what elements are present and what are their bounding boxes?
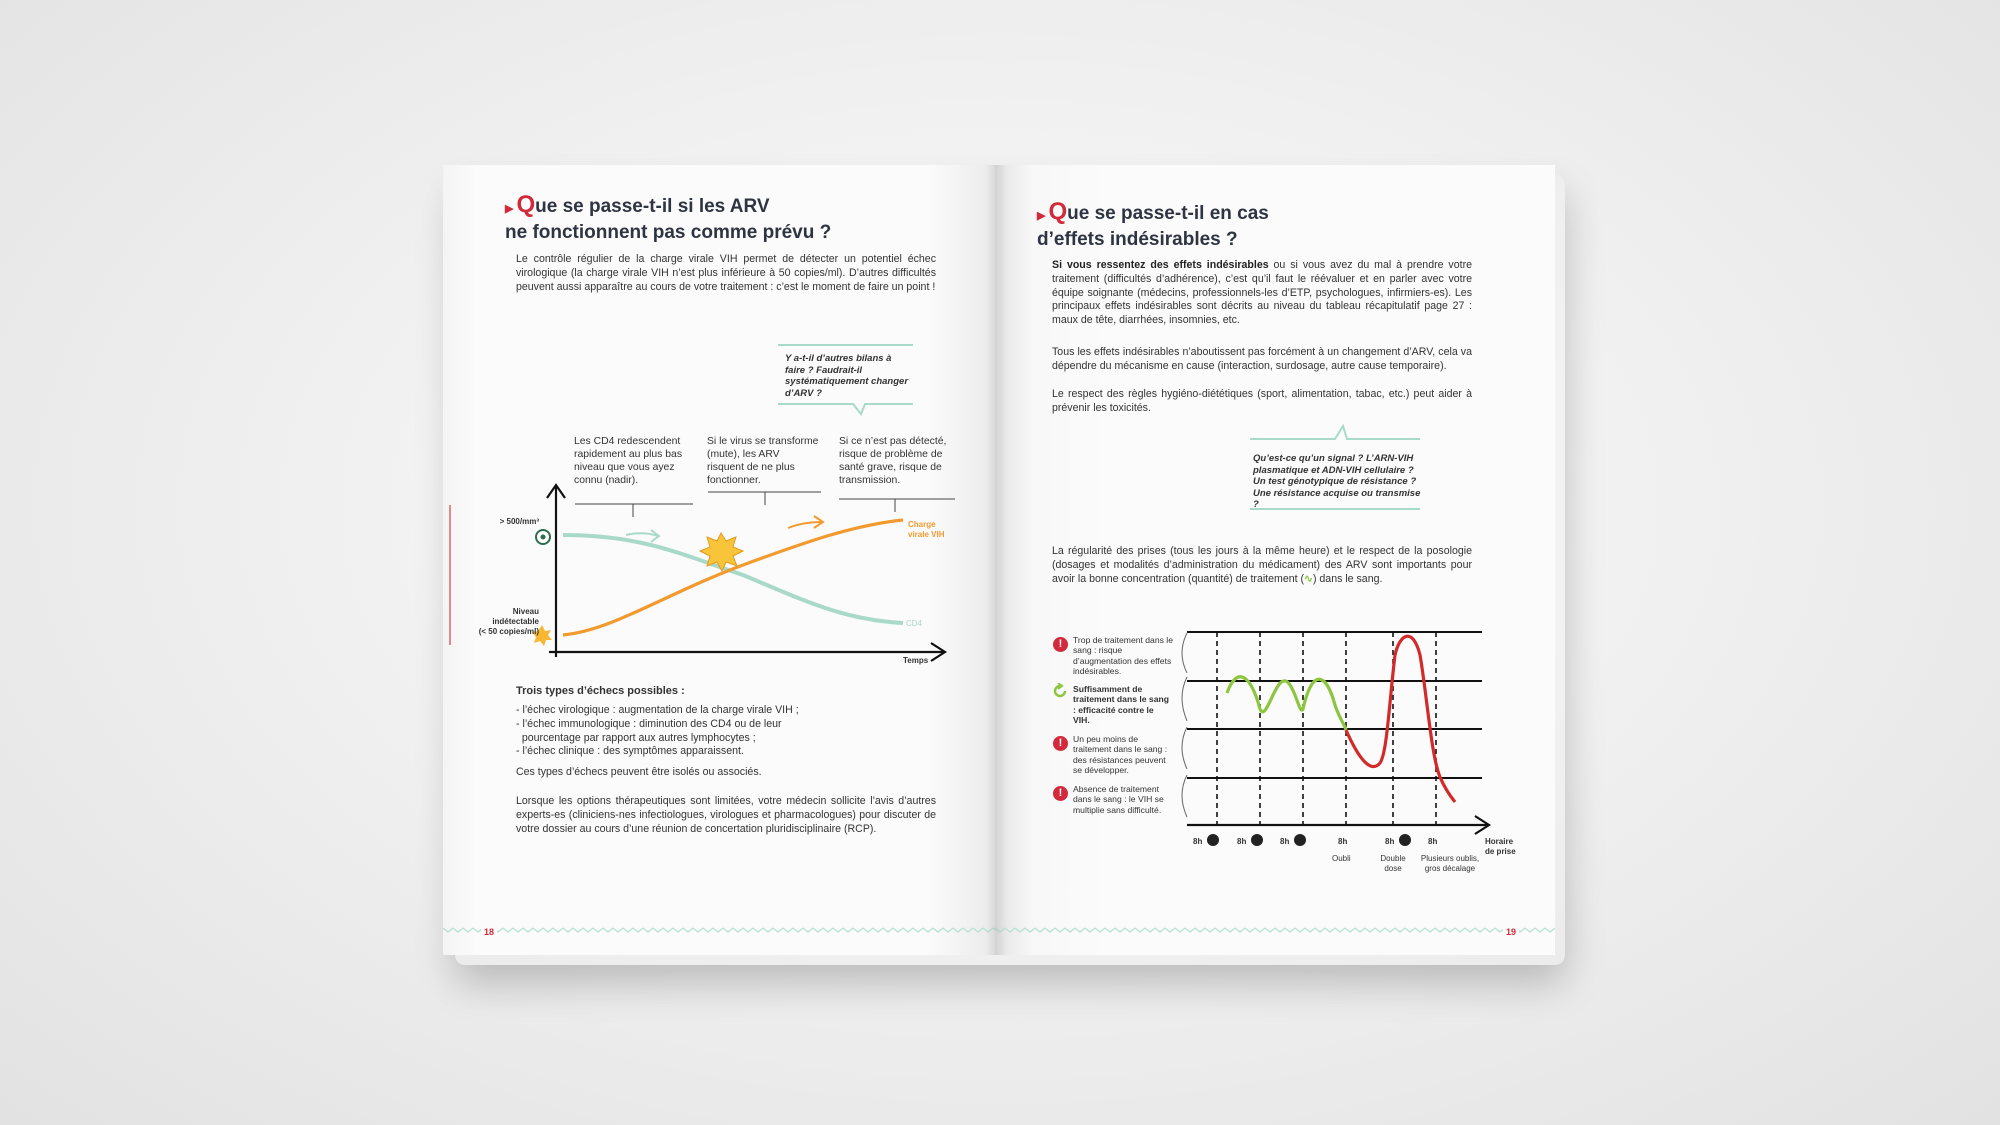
right-footer-pattern <box>995 925 1555 935</box>
warning-icon: ! <box>1053 736 1068 751</box>
bracket-3 <box>839 499 955 512</box>
bracket-1 <box>575 504 693 517</box>
right-page <box>995 165 1555 955</box>
note-multiple-missed: Plusieurs oublis, gros décalage <box>1420 854 1480 873</box>
virus-burst-icon <box>700 533 743 571</box>
title-line-1: ue se passe-t-il si les ARV <box>535 196 770 217</box>
viral-load-chart <box>443 165 995 955</box>
tick-label: 8h <box>1280 837 1290 846</box>
intro-paragraph: Le contrôle régulier de la charge virale VIH permet de détecter un potentiel échec virologique (la charge virale VIH n’est plus inférieure à 50 copies/ml). D’autres difficultés peuvent aussi apparaître au cours de votre traitement : c’est le moment de faire un point ! <box>516 253 936 293</box>
x-axis-title: Horaire de prise <box>1485 837 1516 856</box>
rcp-paragraph: Lorsque les options thérapeutiques sont limitées, votre médecin sollicite l’avis d’autres experts-es (cliniciens-nes infectiologues, virologues et pharmacologues) pour discuter de votre dossier au cours d’une réunion de concertation pluridisciplinaire (RCP). <box>516 795 936 835</box>
warning-icon: ! <box>1053 786 1068 801</box>
left-bubble-text: Y a-t-il d’autres bilans à faire ? Faudrait-il systématiquement changer d’ARV ? <box>785 353 909 399</box>
failure-item: - l’échec virologique : augmentation de la charge virale VIH ; <box>516 704 799 716</box>
tick-label: 8h <box>1193 837 1203 846</box>
hygiene-paragraph: Le respect des règles hygiéno-diététiques (sport, alimentation, tabac, etc.) peut aider à prévenir les toxicités. <box>1052 388 1472 414</box>
pill-icon <box>1251 834 1263 846</box>
title-initial: Q <box>1048 198 1068 225</box>
legend-too-much: Trop de traitement dans le sang : risque d’augmentation des effets indésirables. <box>1073 635 1173 677</box>
tick-label: 8h <box>1428 837 1438 846</box>
y-label-bottom: Niveau indétectable (< 50 copies/ml) <box>478 607 539 636</box>
legend-less: Un peu moins de traitement dans le sang : des résistances peuvent se développer. <box>1073 734 1168 776</box>
left-page <box>443 165 995 955</box>
tick-label: 8h <box>1338 837 1348 846</box>
good-curve <box>1227 677 1346 730</box>
pill-icon <box>1399 834 1411 846</box>
failure-item: pourcentage par rapport aux autres lymphocytes ; <box>516 731 756 744</box>
legend-enough: Suffisamment de traitement dans le sang : efficacité contre le VIH. <box>1073 684 1169 726</box>
tick-label: 8h <box>1237 837 1247 846</box>
title-line-2: ne fonctionnent pas comme prévu ? <box>505 222 832 243</box>
changes-paragraph: Tous les effets indésirables n’aboutissent pas forcément à un changement d’ARV, cela va dépendre du mécanisme en cause (interaction, surdosage, autre cause temporaire). <box>1052 346 1472 372</box>
dosing-chart <box>995 165 1555 955</box>
note-double-dose: Double dose <box>1380 854 1406 873</box>
failure-item: - l’échec clinique : des symptômes apparaissent. <box>516 745 744 758</box>
annotation-cd4: Les CD4 redescendent rapidement au plus bas niveau que vous ayez connu (nadir). <box>574 436 683 486</box>
bracket-2 <box>708 492 821 505</box>
title-arrow-icon: ▶ <box>1037 210 1046 222</box>
title-line-1: ue se passe-t-il en cas <box>1067 203 1269 224</box>
failures-note: Ces types d’échecs peuvent être isolés ou associés. <box>516 766 762 778</box>
wave-icon: ∿ <box>1304 572 1313 585</box>
y-label-top: > 500/mm³ <box>499 517 539 526</box>
left-footer-pattern <box>443 925 995 935</box>
title-initial: Q <box>516 191 536 218</box>
right-page-number: 19 <box>1503 927 1519 937</box>
cd4-series-label: CD4 <box>906 619 923 628</box>
title-line-2: d’effets indésirables ? <box>1037 229 1238 250</box>
warning-icon: ! <box>1053 637 1068 652</box>
title-arrow-icon: ▶ <box>505 203 514 215</box>
pill-icon <box>1294 834 1306 846</box>
cd4-arrow <box>626 533 658 536</box>
annotation-risk: Si ce n’est pas détecté, risque de problème de santé grave, risque de transmission. <box>839 436 947 486</box>
right-bubble-text: Qu’est-ce qu’un signal ? L’ARN-VIH plasmatique et ADN-VIH cellulaire ? Un test génotypique de résistance ? Une résistance acquise ou transmise ? <box>1253 453 1421 510</box>
failures-title: Trois types d’échecs possibles : <box>516 685 685 697</box>
legend-absent: Absence de traitement dans le sang : le VIH se multiplie sans difficulté. <box>1073 784 1164 815</box>
annotation-mutation: Si le virus se transforme (mute), les ARV risquent de ne plus fonctionner. <box>707 436 819 486</box>
regularity-paragraph: La régularité des prises (tous les jours à la même heure) et le respect de la posologie (dosages et modalités d’administration du médicament) des ARV sont importants pour avoir la bonne concentration (quantité) de traitement (∿) dans le sang. <box>1052 545 1472 585</box>
left-page-number: 18 <box>481 927 497 937</box>
failure-item: - l’échec immunologique : diminution des CD4 ou de leur <box>516 717 782 730</box>
book-gutter <box>985 165 1007 955</box>
pill-icon <box>1207 834 1219 846</box>
failures-list <box>516 704 946 759</box>
x-label-temps: Temps <box>903 656 929 665</box>
viral-series-label: Charge virale VIH <box>908 520 945 539</box>
tick-label: 8h <box>1385 837 1395 846</box>
note-oubli: Oubli <box>1332 854 1351 863</box>
side-effects-paragraph: Si vous ressentez des effets indésirables ou si vous avez du mal à prendre votre traitement (difficultés d’adhérence), c’est qu’il faut le réévaluer et en parler avec votre équipe soignante (médecins, professionnels-les d’ETP, psychologues, infirmiers-es). Les principaux effets indésirables sont décrits au niveau du tableau récapitulatif page 27 : maux de tête, diarrhées, insomnies, etc. <box>1052 259 1472 327</box>
